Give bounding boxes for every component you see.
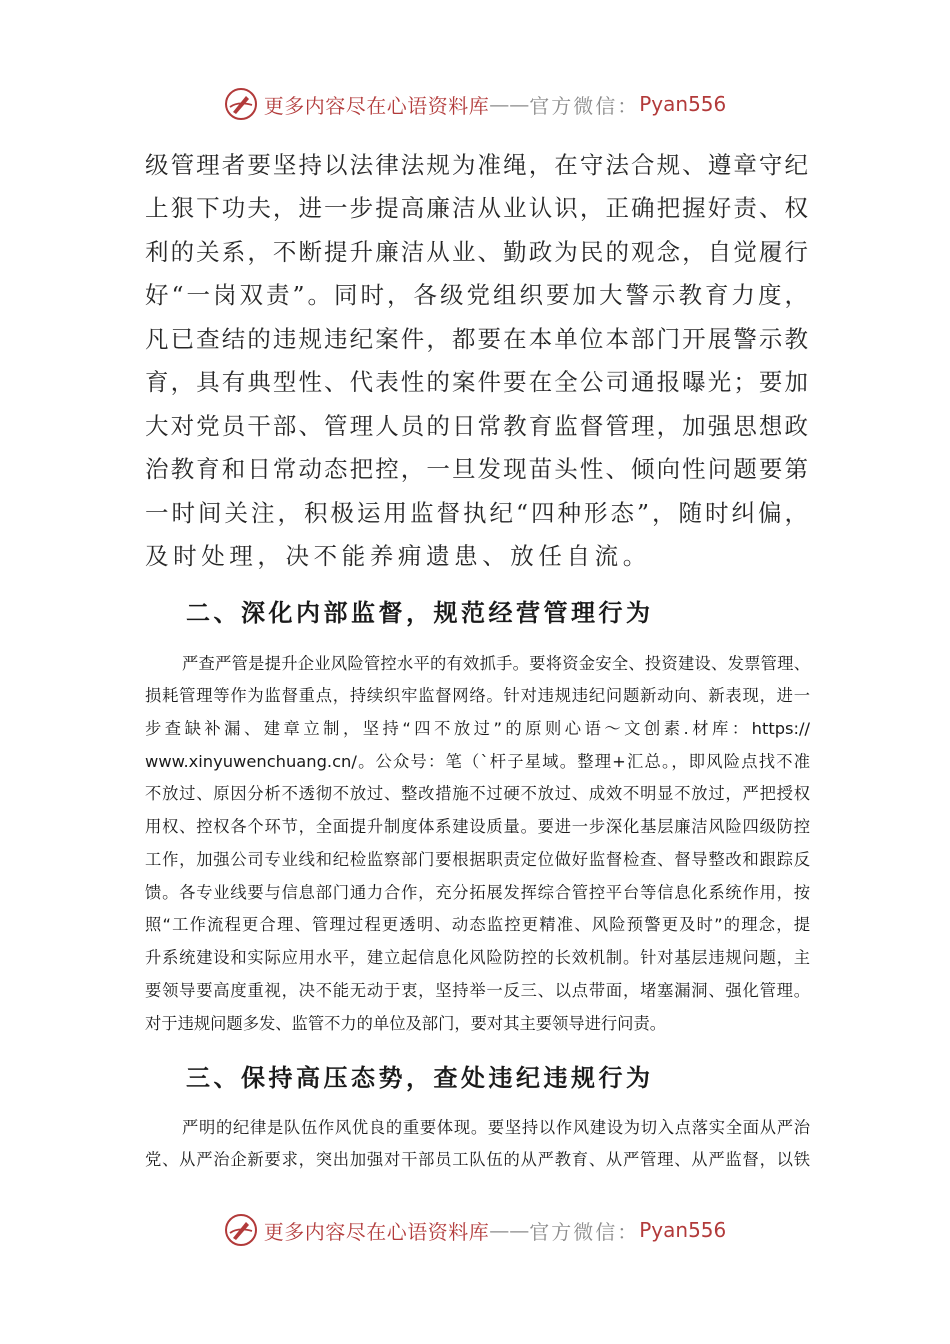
section-heading-3: 三、保持高压态势，查处违纪违规行为 [186, 1063, 654, 1092]
text-line: 要领导要高度重视，决不能无动于衷，坚持举一反三、以点带面，堵塞漏洞、强化管理。 [145, 981, 810, 1000]
banner-dash: —— [489, 92, 530, 116]
banner-wechat-label: 官方微信： [529, 93, 640, 118]
text-line: 党、从严治企新要求，突出加强对干部员工队伍的从严教育、从严管理、从严监督，以铁 [145, 1150, 810, 1169]
text-line: 严查严管是提升企业风险管控水平的有效抓手。要将资金安全、投资建设、发票管理、 [182, 654, 810, 673]
banner-title: 更多内容尽在心语资料库 [263, 1219, 490, 1244]
text-line: 用权、控权各个环节，全面提升制度体系建设质量。要进一步深化基层廉洁风险四级防控 [145, 817, 810, 836]
text-line: 利的关系，不断提升廉洁从业、勤政为民的观念，自觉履行 [145, 238, 810, 266]
text-line: 损耗管理等作为监督重点，持续织牢监督网络。针对违规违纪问题新动向、新表现，进一 [145, 686, 810, 705]
banner-dash: —— [489, 1218, 530, 1242]
text-line: 工作，加强公司专业线和纪检监察部门要根据职责定位做好监督检查、督导整改和跟踪反 [145, 850, 810, 869]
text-line: 不放过、原因分析不透彻不放过、整改措施不过硬不放过、成效不明显不放过，严把授权 [145, 784, 810, 803]
text-line: 照“工作流程更合理、管理过程更透明、动态监控更精准、风险预警更及时”的理念，提 [145, 915, 810, 934]
text-line: 上狠下功夫，进一步提高廉洁从业认识，正确把握好责、权 [145, 194, 810, 222]
text-line: 凡已查结的违规违纪案件，都要在本单位本部门开展警示教 [145, 325, 810, 353]
header-banner [0, 84, 950, 124]
text-line: 治教育和日常动态把控，一旦发现苗头性、倾向性问题要第 [145, 455, 810, 483]
text-line: 对于违规问题多发、监管不力的单位及部门，要对其主要领导进行问责。 [145, 1014, 667, 1033]
text-line: 步查缺补漏、建章立制，坚持“四不放过”的原则心语～文创素.材库：https:// [145, 719, 810, 738]
pen-logo-icon [224, 1213, 258, 1247]
banner-wechat-id: Pyan556 [639, 1218, 727, 1242]
text-line: 级管理者要坚持以法律法规为准绳，在守法合规、遵章守纪 [145, 151, 810, 179]
text-line: 好“一岗双责”。同时，各级党组织要加大警示教育力度， [145, 281, 812, 309]
text-line: 馈。各专业线要与信息部门通力合作，充分拓展发挥综合管控平台等信息化系统作用，按 [145, 883, 810, 902]
banner-title: 更多内容尽在心语资料库 [263, 93, 490, 118]
text-line: 升系统建设和实际应用水平，建立起信息化风险防控的长效机制。针对基层违规问题，主 [145, 948, 810, 967]
banner-wechat-id: Pyan556 [639, 92, 727, 116]
footer-banner [0, 1210, 950, 1250]
text-line: 严明的纪律是队伍作风优良的重要体现。要坚持以作风建设为切入点落实全面从严治 [182, 1118, 810, 1137]
text-line: 大对党员干部、管理人员的日常教育监督管理，加强思想政 [145, 412, 810, 440]
section-heading-2: 二、深化内部监督，规范经营管理行为 [186, 598, 654, 627]
text-line: 及时处理，决不能养痈遗患、放任自流。 [145, 542, 651, 570]
text-line: 育，具有典型性、代表性的案件要在全公司通报曝光；要加 [145, 368, 810, 396]
text-line: 一时间关注，积极运用监督执纪“四种形态”，随时纠偏， [145, 499, 812, 527]
pen-logo-icon [224, 87, 258, 121]
text-line: www.xinyuwenchuang.cn/。公众号：笔（`杆子星域。整理+汇总。，即风险点找不准 [145, 752, 810, 771]
banner-wechat-label: 官方微信： [529, 1219, 640, 1244]
